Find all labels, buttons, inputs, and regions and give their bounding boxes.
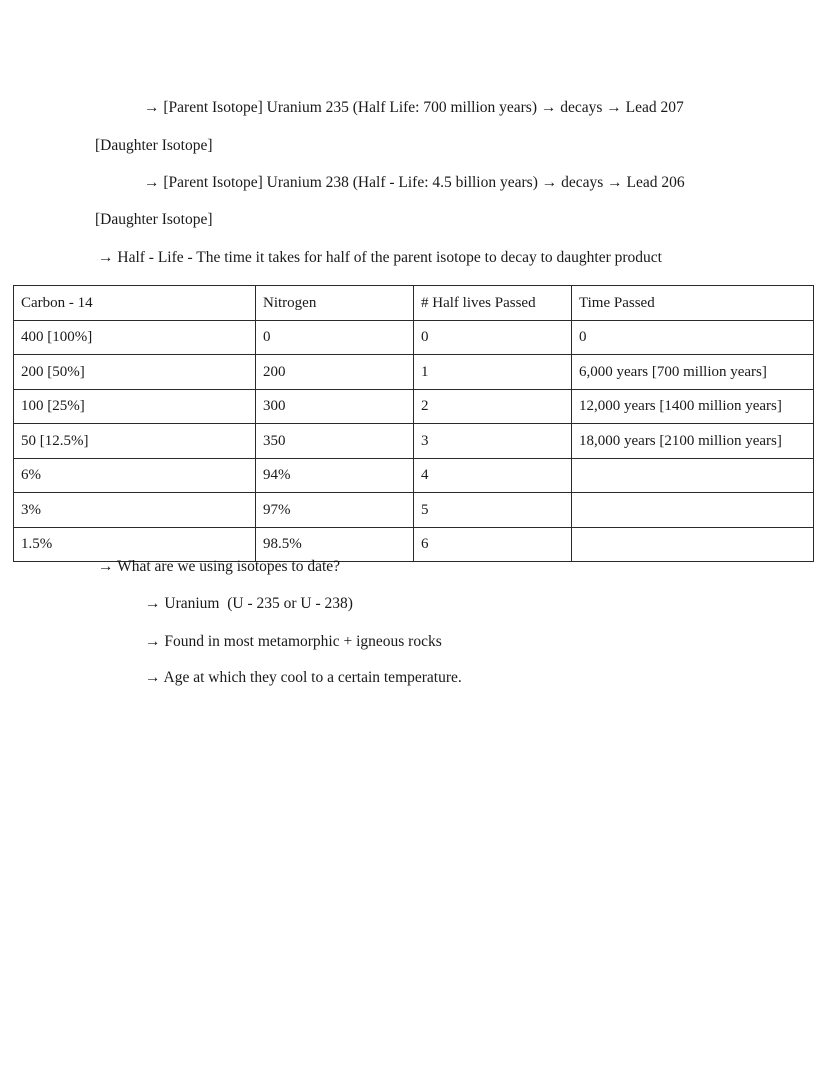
cell-nitrogen: 97%: [256, 493, 414, 528]
cell-nitrogen: 350: [256, 424, 414, 459]
table-row: [14, 493, 814, 528]
cell-carbon-14: 50 [12.5%]: [14, 424, 256, 459]
cell-half-lives: 5: [414, 493, 572, 528]
table-row: [14, 355, 814, 390]
cell-time-passed: 6,000 years [700 million years]: [572, 355, 814, 390]
table-row: [14, 424, 814, 459]
cell-nitrogen: 94%: [256, 458, 414, 493]
table-row: [14, 320, 814, 355]
cell-time-passed: [572, 458, 814, 493]
text-line-question-isotopes-to-date: → What are we using isotopes to date?: [98, 558, 341, 575]
text-line-uranium-options: → Uranium (U - 235 or U - 238): [145, 595, 353, 612]
cell-half-lives: 6: [414, 527, 572, 562]
half-life-table: [13, 285, 814, 562]
column-header-carbon-14: Carbon - 14: [14, 286, 256, 321]
cell-half-lives: 3: [414, 424, 572, 459]
cell-time-passed: [572, 493, 814, 528]
cell-carbon-14: 1.5%: [14, 527, 256, 562]
cell-time-passed: 0: [572, 320, 814, 355]
text-line-daughter-isotope-1: [Daughter Isotope]: [95, 137, 213, 154]
cell-nitrogen: 200: [256, 355, 414, 390]
cell-half-lives: 1: [414, 355, 572, 390]
column-header-time-passed: Time Passed: [572, 286, 814, 321]
cell-time-passed: 18,000 years [2100 million years]: [572, 424, 814, 459]
table-row: [14, 458, 814, 493]
cell-half-lives: 0: [414, 320, 572, 355]
text-line-uranium-235: → [Parent Isotope] Uranium 235 (Half Life: 700 million years) → decays → Lead 207: [144, 99, 684, 116]
cell-time-passed: 12,000 years [1400 million years]: [572, 389, 814, 424]
text-line-found-in-rocks: → Found in most metamorphic + igneous rocks: [145, 633, 442, 650]
text-line-uranium-238: → [Parent Isotope] Uranium 238 (Half - Life: 4.5 billion years) → decays → Lead 206: [144, 174, 685, 191]
table-header-row: [14, 286, 814, 321]
cell-nitrogen: 98.5%: [256, 527, 414, 562]
table-row: [14, 389, 814, 424]
text-line-daughter-isotope-2: [Daughter Isotope]: [95, 211, 213, 228]
text-line-cooling-age: → Age at which they cool to a certain temperature.: [145, 669, 462, 686]
column-header-nitrogen: Nitrogen: [256, 286, 414, 321]
cell-carbon-14: 3%: [14, 493, 256, 528]
cell-nitrogen: 300: [256, 389, 414, 424]
cell-carbon-14: 400 [100%]: [14, 320, 256, 355]
column-header-half-lives-passed: # Half lives Passed: [414, 286, 572, 321]
text-line-half-life-definition: → Half - Life - The time it takes for half of the parent isotope to decay to daughter product: [98, 249, 662, 266]
cell-carbon-14: 6%: [14, 458, 256, 493]
cell-nitrogen: 0: [256, 320, 414, 355]
cell-time-passed: [572, 527, 814, 562]
cell-half-lives: 4: [414, 458, 572, 493]
cell-carbon-14: 200 [50%]: [14, 355, 256, 390]
cell-carbon-14: 100 [25%]: [14, 389, 256, 424]
cell-half-lives: 2: [414, 389, 572, 424]
